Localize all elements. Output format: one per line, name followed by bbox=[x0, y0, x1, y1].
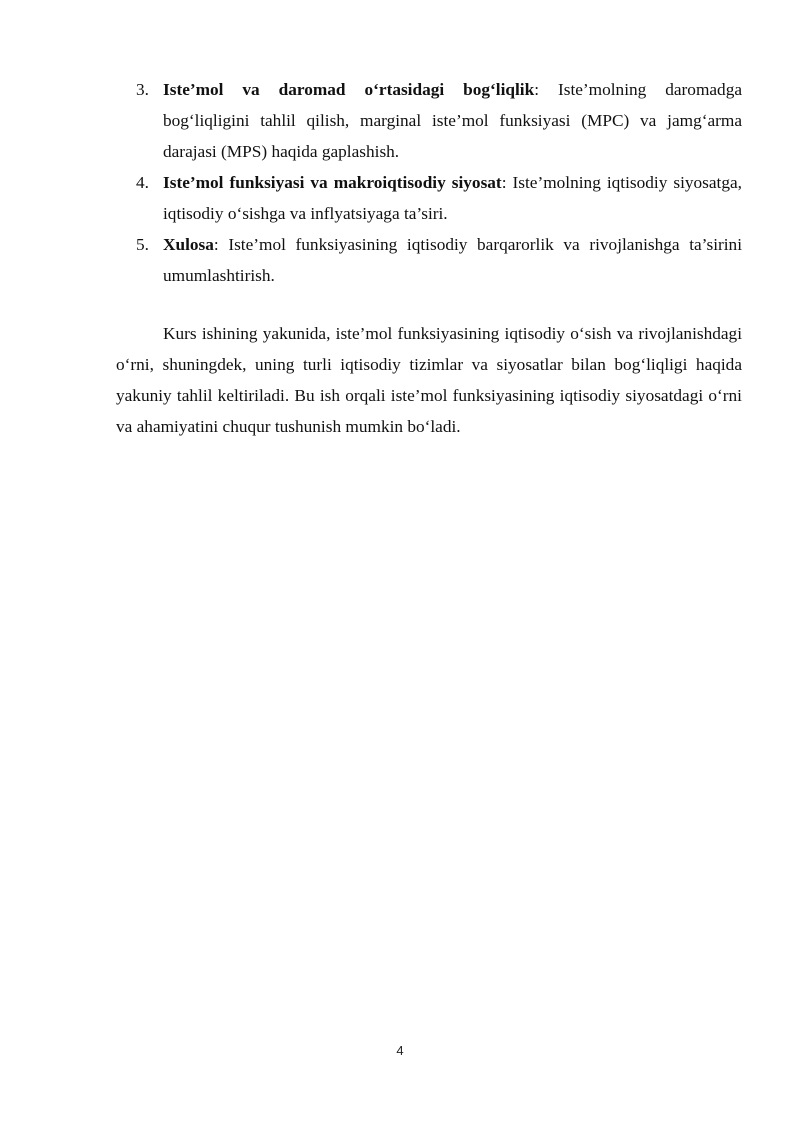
list-item bbox=[136, 167, 742, 229]
list-item bbox=[136, 74, 742, 167]
list-item-number: 4. bbox=[136, 173, 149, 192]
numbered-list bbox=[136, 74, 742, 291]
list-item-term: Xulosa bbox=[163, 235, 214, 254]
list-item-text: : Iste’mol funksiyasining iqtisodiy barqarorlik va rivojlanishga ta’sirini umumlashtirish. bbox=[163, 235, 742, 285]
list-item bbox=[136, 229, 742, 291]
list-item-text: : Iste’molning iqtisodiy siyosatga, iqtisodiy o‘sishga va inflyatsiyaga ta’siri. bbox=[163, 173, 742, 223]
page-number: 4 bbox=[396, 1043, 404, 1058]
list-item-number: 3. bbox=[136, 80, 149, 99]
list-item-term: Iste’mol funksiyasi va makroiqtisodiy siyosat bbox=[163, 173, 502, 192]
list-item-term: Iste’mol va daromad o‘rtasidagi bog‘liqlik bbox=[163, 80, 535, 99]
conclusion-paragraph: Kurs ishining yakunida, iste’mol funksiyasining iqtisodiy o‘sish va rivojlanishdagi o‘rni, shuningdek, uning turli iqtisodiy tizimlar va siyosatlar bilan bog‘liqligi haqida yakuniy tahlil keltiriladi. Bu ish orqali iste’mol funksiyasining iqtisodiy siyosatdagi o‘rni va ahamiyatini chuqur tushunish mumkin bo‘ladi. bbox=[116, 324, 742, 436]
list-item-number: 5. bbox=[136, 235, 149, 254]
list-item-text: : Iste’molning daromadga bog‘liqligini tahlil qilish, marginal iste’mol funksiyasi (MPC) va jamg‘arma darajasi (MPS) haqida gaplashish. bbox=[163, 80, 743, 161]
